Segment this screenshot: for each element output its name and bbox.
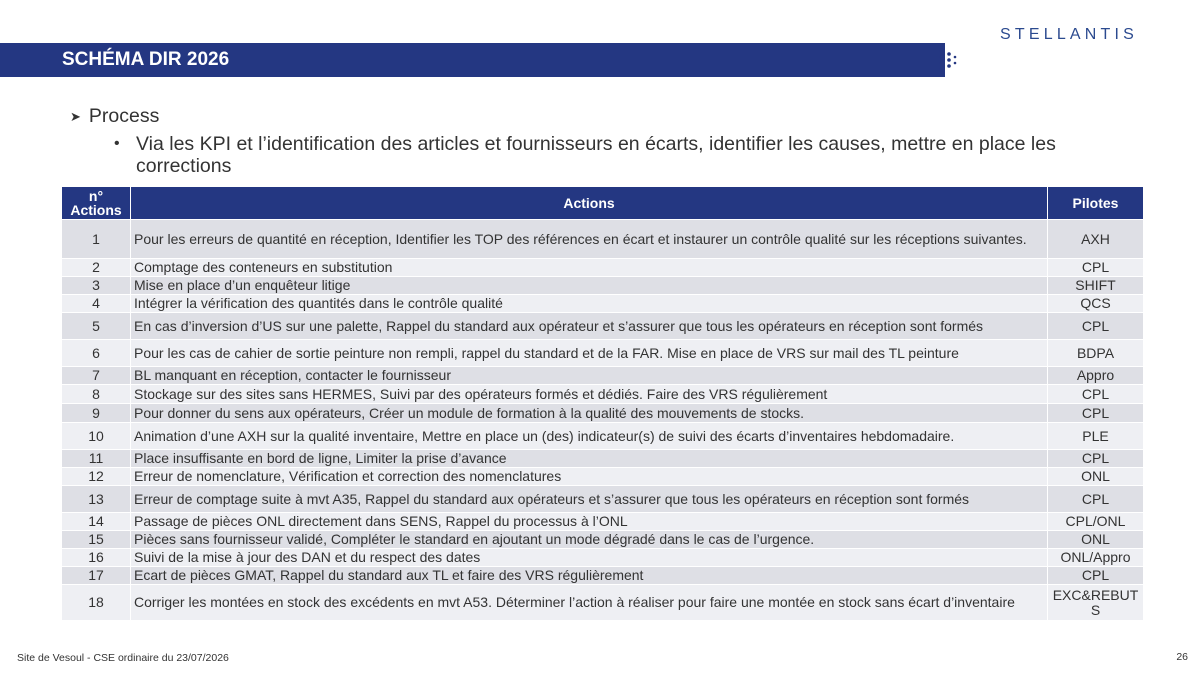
row-action: Place insuffisante en bord de ligne, Limiter la prise d’avance [131,450,1048,468]
row-action: Mise en place d’un enquêteur litige [131,277,1048,295]
slide-title: SCHÉMA DIR 2026 [0,43,945,77]
row-pilot: AXH [1048,220,1144,259]
table-row [62,277,1144,295]
row-pilot: PLE [1048,423,1144,450]
row-pilot: Appro [1048,367,1144,385]
row-pilot: ONL [1048,468,1144,486]
table-row [62,367,1144,385]
table-row [62,450,1144,468]
row-number: 15 [62,531,131,549]
row-number: 8 [62,385,131,404]
row-pilot: CPL [1048,385,1144,404]
row-number: 11 [62,450,131,468]
table-row [62,567,1144,585]
page-number: 26 [1176,651,1188,663]
row-pilot: CPL [1048,259,1144,277]
row-pilot: ONL/Appro [1048,549,1144,567]
row-number: 1 [62,220,131,259]
arrow-bullet-icon: ➤ [70,109,81,124]
row-action: Pour donner du sens aux opérateurs, Créer un module de formation à la qualité des mouvements de stocks. [131,404,1048,423]
row-action: Animation d’une AXH sur la qualité inventaire, Mettre en place un (des) indicateur(s) de suivi des écarts d’inventaires hebdomadaire. [131,423,1048,450]
row-number: 9 [62,404,131,423]
row-action: Corriger les montées en stock des excédents en mvt A53. Déterminer l’action à réaliser pour faire une montée en stock sans écart d’inventaire [131,585,1048,621]
row-pilot: BDPA [1048,340,1144,367]
stellantis-logo: STELLANTIS [1000,26,1139,43]
table-row [62,513,1144,531]
row-action: Pour les erreurs de quantité en réception, Identifier les TOP des références en écart et instaurer un contrôle qualité sur les réceptions suivantes. [131,220,1048,259]
row-action: Passage de pièces ONL directement dans SENS, Rappel du processus à l’ONL [131,513,1048,531]
row-action: Stockage sur des sites sans HERMES, Suivi par des opérateurs formés et dédiés. Faire des VRS régulièrement [131,385,1048,404]
table-row [62,423,1144,450]
row-pilot: CPL [1048,404,1144,423]
row-number: 12 [62,468,131,486]
row-number: 6 [62,340,131,367]
row-action: Erreur de nomenclature, Vérification et correction des nomenclatures [131,468,1048,486]
row-action: En cas d’inversion d’US sur une palette, Rappel du standard aux opérateur et s’assurer que tous les opérateurs en réception sont formés [131,313,1048,340]
table-row [62,585,1144,621]
row-number: 16 [62,549,131,567]
actions-table [61,186,1144,621]
bullet-subpoint [114,133,1094,177]
row-number: 18 [62,585,131,621]
row-number: 10 [62,423,131,450]
row-number: 17 [62,567,131,585]
row-action: BL manquant en réception, contacter le fournisseur [131,367,1048,385]
dots-decoration-icon [938,43,960,77]
row-number: 5 [62,313,131,340]
header-pilotes: Pilotes [1048,187,1144,220]
table-row [62,486,1144,513]
row-number: 14 [62,513,131,531]
header-num-actions: n° Actions [62,187,131,220]
bullet-process [70,105,159,128]
row-action: Erreur de comptage suite à mvt A35, Rappel du standard aux opérateurs et s’assurer que tous les opérateurs en réception sont formés [131,486,1048,513]
table-row [62,468,1144,486]
table-header-row [62,187,1144,220]
table-row [62,220,1144,259]
row-number: 13 [62,486,131,513]
row-action: Pour les cas de cahier de sortie peinture non rempli, rappel du standard et de la FAR. Mise en place de VRS sur mail des TL peinture [131,340,1048,367]
row-action: Ecart de pièces GMAT, Rappel du standard aux TL et faire des VRS régulièrement [131,567,1048,585]
table-row [62,340,1144,367]
row-pilot: CPL [1048,567,1144,585]
footer-site-info: Site de Vesoul - CSE ordinaire du 23/07/2026 [17,652,229,664]
row-pilot: CPL [1048,450,1144,468]
bullet-process-label: Process [88,105,160,127]
row-pilot: SHIFT [1048,277,1144,295]
table-row [62,295,1144,313]
table-row [62,385,1144,404]
row-pilot: QCS [1048,295,1144,313]
row-number: 2 [62,259,131,277]
row-action: Suivi de la mise à jour des DAN et du respect des dates [131,549,1048,567]
row-action: Intégrer la vérification des quantités dans le contrôle qualité [131,295,1048,313]
header-actions: Actions [131,187,1048,220]
row-number: 7 [62,367,131,385]
dot-bullet-icon: • [114,135,120,152]
table-row [62,531,1144,549]
table-row [62,404,1144,423]
row-pilot: CPL [1048,313,1144,340]
row-pilot: ONL [1048,531,1144,549]
row-pilot: CPL [1048,486,1144,513]
row-number: 3 [62,277,131,295]
row-action: Comptage des conteneurs en substitution [131,259,1048,277]
table-row [62,313,1144,340]
row-action: Pièces sans fournisseur validé, Compléter le standard en ajoutant un mode dégradé dans le cas de l’urgence. [131,531,1048,549]
bullet-subpoint-text: Via les KPI et l’identification des articles et fournisseurs en écarts, identifier les causes, mettre en place les corrections [136,133,1056,177]
row-number: 4 [62,295,131,313]
table-row [62,549,1144,567]
row-pilot: EXC&REBUTS [1048,585,1144,621]
table-row [62,259,1144,277]
row-pilot: CPL/ONL [1048,513,1144,531]
